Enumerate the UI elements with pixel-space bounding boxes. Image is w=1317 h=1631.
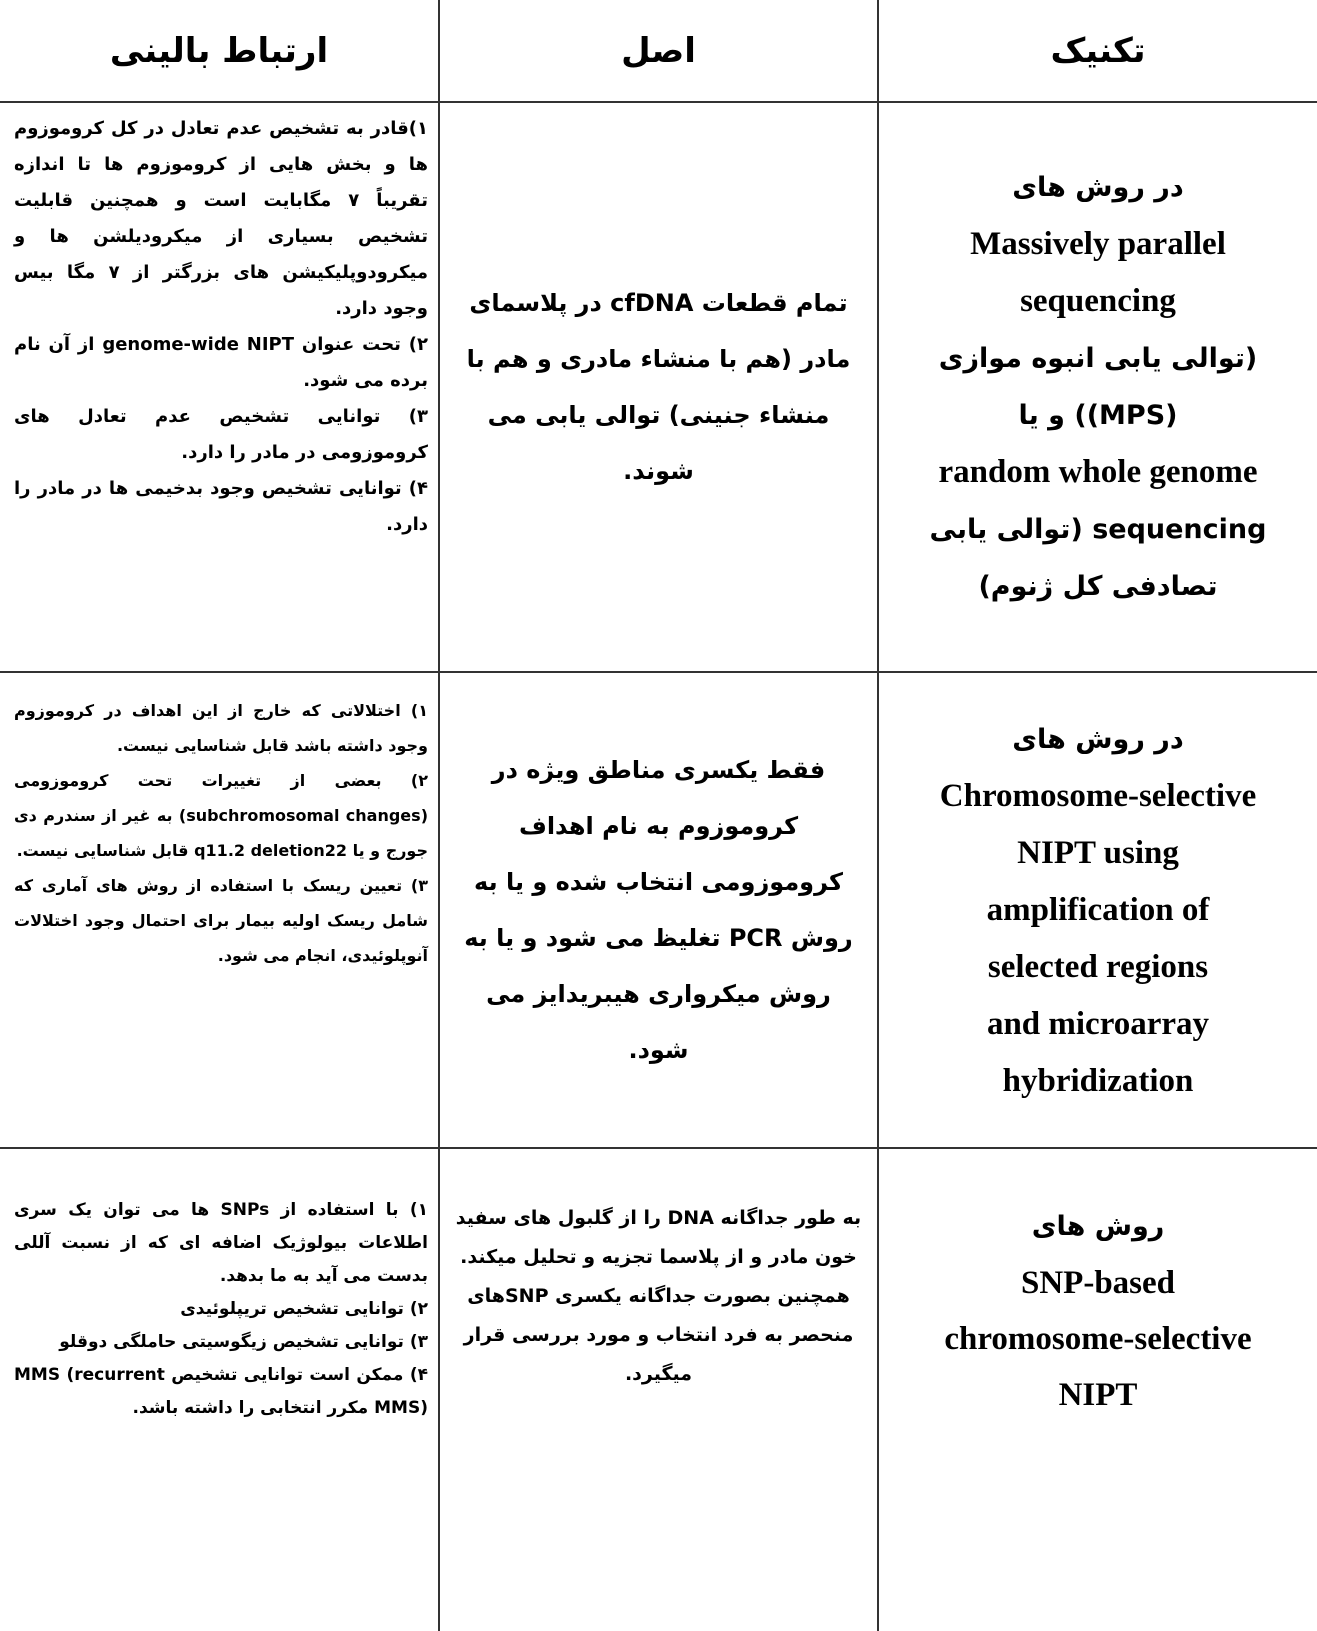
technique-line: روش های: [1031, 1211, 1165, 1242]
technique-line: random whole genome: [938, 454, 1258, 490]
clinical-item: ۴) ممکن است توانایی تشخیص MMS (recurrent MMS) مکرر انتخابی را داشته باشد.: [14, 1365, 428, 1418]
technique-line: NIPT: [1058, 1377, 1138, 1413]
clinical-item: ۲) تحت عنوان genome-wide NIPT از آن نام برده می شود.: [14, 334, 429, 391]
technique-line: sequencing: [1020, 283, 1176, 319]
table-row: [0, 1148, 1317, 1631]
clinical-cell: [0, 1148, 439, 1631]
clinical-item: ۲) بعضی از تغییرات تحت کروموزومی (subchromosomal changes) به غیر از سندرم دی جورج و یا q11.2 deletion22 قابل شناسایی نیست.: [14, 771, 428, 860]
technique-line: (توالی یابی انبوه موازی: [938, 343, 1258, 374]
clinical-cell: [0, 672, 439, 1148]
clinical-cell: [0, 102, 439, 672]
technique-line: SNP-based: [1020, 1265, 1176, 1301]
technique-line: (MPS)) و یا: [1018, 400, 1178, 431]
technique-cell: [878, 672, 1317, 1148]
header-technique: تکنیک: [878, 0, 1317, 102]
technique-line: chromosome-selective: [944, 1321, 1252, 1357]
header-principle: اصل: [439, 0, 878, 102]
technique-line: در روش های: [1012, 172, 1184, 203]
header-clinical: ارتباط بالینی: [0, 0, 439, 102]
table-row: [0, 672, 1317, 1148]
clinical-item: ۴) توانایی تشخیص وجود بدخیمی ها در مادر را دارد.: [14, 478, 428, 535]
table-row: [0, 102, 1317, 672]
principle-cell: فقط یکسری مناطق ویژه در کروموزوم به نام اهداف کروموزومی انتخاب شده و یا به روش PCR تغلیظ می شود و یا به روش میکرواری هیبریدایز می شود.: [439, 672, 878, 1148]
technique-line: Chromosome-selective: [939, 777, 1257, 814]
principle-cell: تمام قطعات cfDNA در پلاسمای مادر (هم با منشاء مادری و هم با منشاء جنینی) توالی یابی می شوند.: [439, 102, 878, 672]
technique-line: تصادفی کل ژنوم): [978, 571, 1218, 602]
technique-line: NIPT using: [1017, 834, 1179, 871]
clinical-item: ۲) توانایی تشخیص تریپلوئیدی: [180, 1299, 428, 1319]
technique-line: selected regions: [987, 948, 1209, 985]
clinical-item: ۱) با استفاده از SNPs ها می توان یک سری اطلاعات بیولوژیک اضافه ای که از نسبت آللی بدست می آید به ما بدهد.: [14, 1200, 429, 1286]
technique-line: sequencing (توالی یابی: [929, 514, 1267, 545]
header-row: [0, 0, 1317, 102]
clinical-item: ۳) توانایی تشخیص عدم تعادل های کروموزومی در مادر را دارد.: [14, 406, 428, 463]
clinical-item: ۱)قادر به تشخیص عدم تعادل در کل کروموزوم ها و بخش هایی از کروموزوم ها تا اندازه تقریباً ۷ مگابایت است و همچنین قابلیت تشخیص بسیاری از میکرودیلشن ها و میکرودوپلیکیشن های بزرگتر از ۷ مگا بیس وجود دارد.: [14, 118, 428, 319]
clinical-item: ۱) اختلالاتی که خارج از این اهداف در کروموزوم وجود داشته باشد قابل شناسایی نیست.: [14, 701, 428, 755]
technique-line: amplification of: [986, 891, 1210, 928]
technique-cell: [878, 1148, 1317, 1631]
technique-line: Massively parallel: [970, 226, 1226, 262]
clinical-item: ۳) تعیین ریسک با استفاده از روش های آماری که شامل ریسک اولیه بیمار برای احتمال وجود اختلالات آنوپلوئیدی، انجام می شود.: [14, 876, 428, 965]
technique-line: در روش های: [1012, 723, 1184, 755]
technique-line: hybridization: [1002, 1062, 1194, 1099]
technique-cell: [878, 102, 1317, 672]
principle-cell: به طور جداگانه DNA را از گلبول های سفید خون مادر و از پلاسما تجزیه و تحلیل میکند. همچنین بصورت جداگانه یکسری SNPهای منحصر به فرد انتخاب و مورد بررسی قرار میگیرد.: [439, 1148, 878, 1631]
technique-line: and microarray: [986, 1005, 1210, 1042]
clinical-item: ۳) توانایی تشخیص زیگوسیتی حاملگی دوقلو: [59, 1332, 428, 1352]
